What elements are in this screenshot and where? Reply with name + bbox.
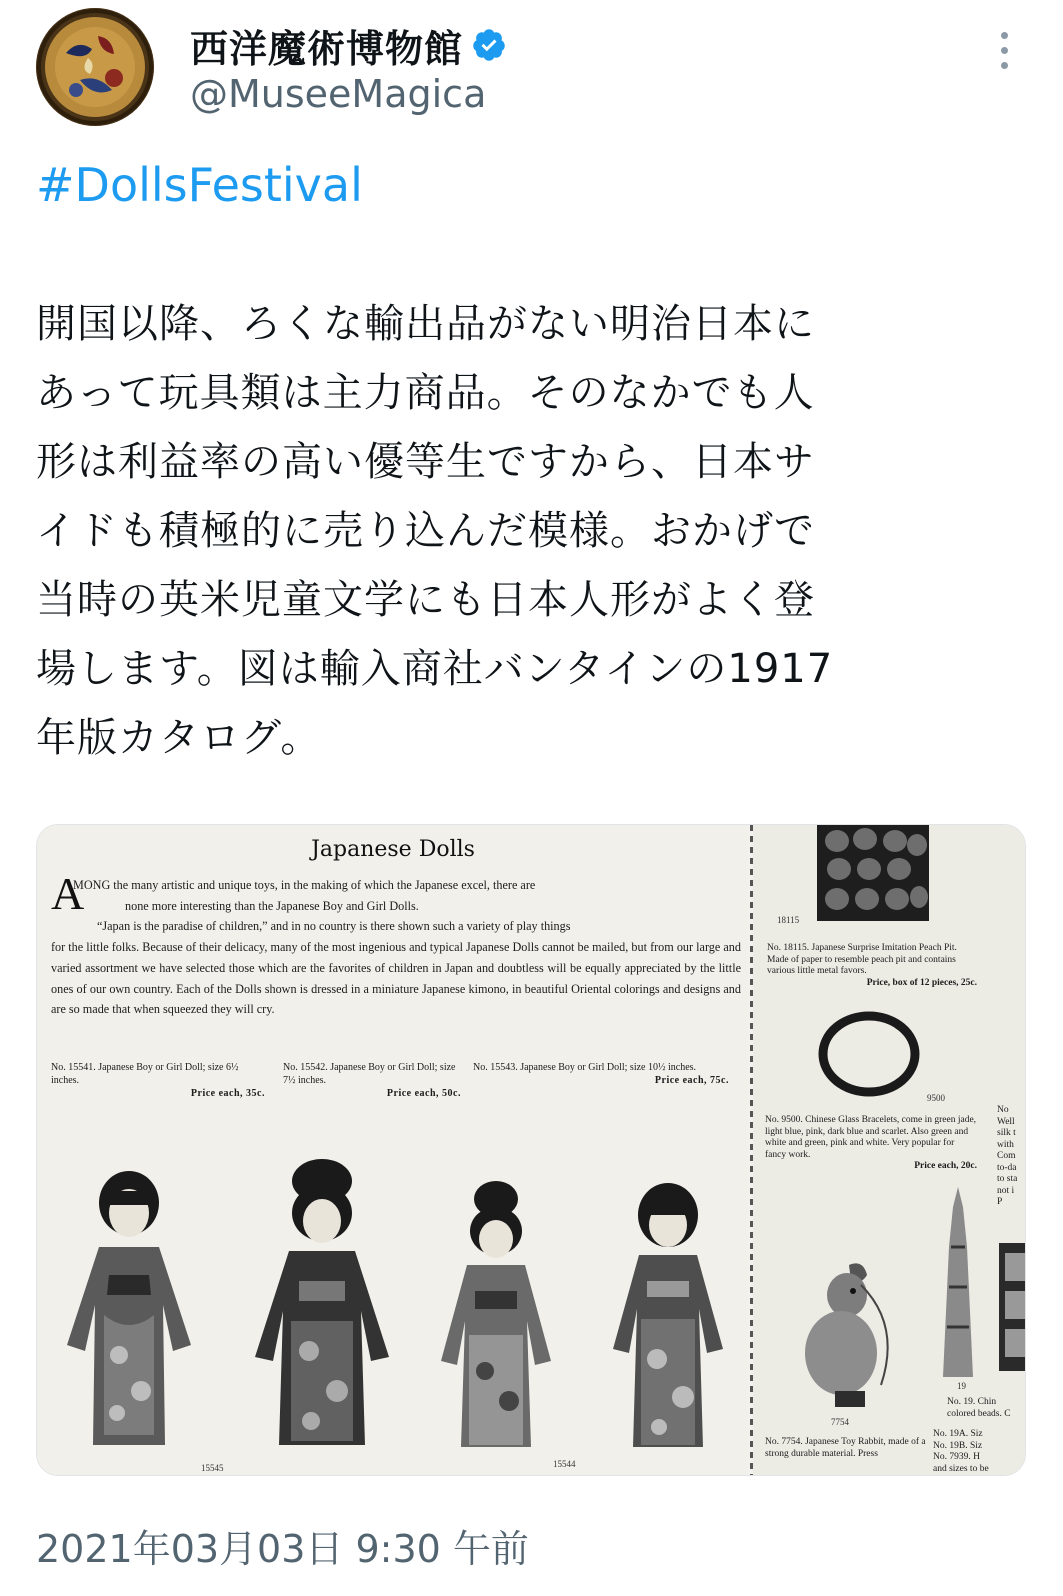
- peach-pit-box-illustration: [817, 825, 929, 921]
- doll-illustration-4: [603, 1169, 733, 1455]
- catalog-item-15542: [283, 1061, 461, 1100]
- glass-bracelet-illustration: [817, 1009, 921, 1099]
- item-description: No. 18115. Japanese Surprise Imitation Peach Pit. Made of paper to resemble peach pit and contains various little metal favors.: [767, 943, 957, 976]
- item-price: Price each, 50c.: [386, 1088, 461, 1099]
- catalog-page-right: [753, 825, 1026, 1476]
- more-vertical-icon[interactable]: [992, 32, 1016, 78]
- tweet-media-image[interactable]: [36, 824, 1026, 1476]
- item-description: No. 15543. Japanese Boy or Girl Doll; size 10½ inches.: [473, 1062, 697, 1073]
- catalog-title: Japanese Dolls: [311, 837, 475, 862]
- user-handle[interactable]: @MuseeMagica: [190, 72, 487, 116]
- catalog-item-cut-column: No Well silk t with Com to-da to sta not i P: [997, 1105, 1018, 1207]
- item-price: Price each, 20c.: [914, 1161, 977, 1171]
- catalog-item-18115: [767, 943, 977, 989]
- display-name[interactable]: 西洋魔術博物館: [190, 26, 464, 71]
- catalog-para2-rest: for the little folks. Because of their delicacy, many of the most ingenious and typical Japanese Dolls cannot be mailed, but from our large and varied assortment we have selected those which are the favorites of children in Japan and doubtless will be equally appreciated by the little ones of our own country. Each of the Dolls shown is dressed in a miniature Japanese kimono, in beautiful Oriental colorings and designs and are so made that when squeezed they will cry.: [51, 940, 741, 1017]
- figure-number: 18115: [777, 915, 800, 925]
- catalog-intro-text: [51, 868, 741, 1020]
- catalog-item-9500: [765, 1115, 977, 1173]
- avatar-image: [36, 8, 154, 126]
- tweet-text: 開国以降、ろくな輸出品がない明治日本に あって玩具類は主力商品。そのなかでも人 形は利益率の高い優等生ですから、日本サ イドも積極的に売り込んだ模様。おかげで 当時の英米児童文学にも日本人形がよく登 場します。図は輸入商社バンタインの1917 年版カタログ。: [36, 301, 834, 761]
- name-row: [190, 18, 507, 72]
- catalog-page-left: [37, 825, 749, 1476]
- item-description: No. 15542. Japanese Boy or Girl Doll; size 7½ inches.: [283, 1062, 456, 1086]
- catalog-item-15543: [473, 1061, 729, 1087]
- item-description: No. 15541. Japanese Boy or Girl Doll; size 6½ inches.: [51, 1062, 239, 1086]
- item-price: Price, box of 12 pieces, 25c.: [866, 977, 977, 988]
- box-illustration: [997, 1243, 1026, 1371]
- catalog-para1-line2: none more interesting than the Japanese Boy and Girl Dolls.: [125, 898, 419, 913]
- figure-number: 15545: [201, 1463, 224, 1473]
- catalog-dropcap: A: [51, 868, 85, 919]
- figure-number: 15544: [553, 1459, 576, 1469]
- catalog-item-15541: [51, 1061, 265, 1100]
- verified-badge-icon: [471, 27, 507, 63]
- catalog-item-19: No. 19. Chin colored beads. C: [947, 1397, 1011, 1419]
- item-price: Price each, 75c.: [654, 1075, 729, 1086]
- catalog-item-19ab: No. 19A. Siz No. 19B. Siz No. 7939. H and sizes to be: [933, 1429, 989, 1474]
- tweet-timestamp[interactable]: 2021年03月03日 9:30 午前: [36, 1527, 529, 1571]
- figure-number: 9500: [927, 1093, 945, 1103]
- toy-rabbit-illustration: [791, 1255, 901, 1415]
- bead-tassel-illustration: [939, 1187, 977, 1387]
- doll-illustration-3: [433, 1175, 559, 1455]
- catalog-para1-line1: MONG the many artistic and unique toys, in the making of which the Japanese excel, there are: [73, 878, 536, 892]
- figure-number: 7754: [831, 1417, 849, 1427]
- doll-illustration-2: [247, 1151, 397, 1455]
- figure-number: 19: [957, 1381, 966, 1391]
- catalog-item-7754: No. 7754. Japanese Toy Rabbit, made of a strong durable material. Press: [765, 1437, 926, 1459]
- avatar[interactable]: [36, 8, 154, 126]
- item-price: Price each, 35c.: [190, 1088, 265, 1099]
- item-description: No. 9500. Chinese Glass Bracelets, come in green jade, light blue, pink, dark blue and scarlet. Also green and white and green, pink and white. Very popular for fancy work.: [765, 1115, 977, 1160]
- catalog-para2-line1: “Japan is the paradise of children,” and in no country is there shown such a variety of play things: [97, 919, 571, 934]
- tweet-header: [36, 8, 1036, 126]
- hashtag-link[interactable]: #DollsFestival: [36, 158, 363, 212]
- doll-illustration-1: [59, 1155, 199, 1455]
